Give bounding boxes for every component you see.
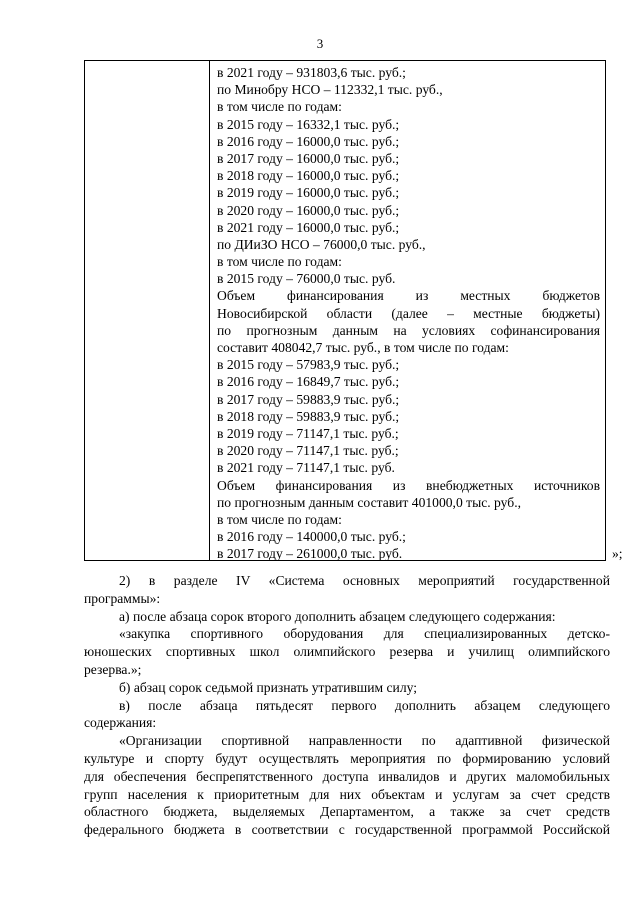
table-line: в 2016 году – 16849,7 тыс. руб.; <box>217 374 400 390</box>
table-line: в 2019 году – 71147,1 тыс. руб.; <box>217 425 399 441</box>
table-line: в 2017 году – 261000,0 тыс. руб. <box>217 546 403 562</box>
table-line: в 2015 году – 16332,1 тыс. руб.; <box>217 116 400 132</box>
table-line: по прогнозным данным на условиях софинансирования <box>217 322 600 338</box>
paragraph-line: программы»: <box>84 590 161 606</box>
financing-table-cell <box>217 64 600 562</box>
table-line: в 2018 году – 59883,9 тыс. руб.; <box>217 408 400 424</box>
paragraph-line: 2) в разделе IV «Система основных мероприятий государственной <box>119 573 610 588</box>
table-line: составит 408042,7 тыс. руб., в том числе по годам: <box>217 340 509 355</box>
table-line: по Минобру НСО – 112332,1 тыс. руб., <box>217 82 443 98</box>
paragraph-line: федерального бюджета в соответствии с государственной программой Российской <box>84 822 610 838</box>
page-number: 3 <box>316 36 324 51</box>
paragraph-line: групп населения к приоритетным для них объектам и услугам за счет средств <box>84 786 610 802</box>
table-line: в 2018 году – 16000,0 тыс. руб.; <box>217 168 400 184</box>
table-line: Новосибирской области (далее – местные бюджеты) <box>217 305 600 321</box>
table-line: в том числе по годам: <box>217 511 342 527</box>
paragraph-line: б) абзац сорок седьмой признать утратившим силу; <box>119 679 417 695</box>
table-line: в том числе по годам: <box>217 99 342 115</box>
paragraph-line: резерва.»; <box>84 661 142 677</box>
table-line: в 2017 году – 16000,0 тыс. руб.; <box>217 150 400 166</box>
table-line: по прогнозным данным составит 401000,0 тыс. руб., <box>217 494 522 510</box>
table-line: в 2020 году – 16000,0 тыс. руб.; <box>217 202 400 218</box>
paragraph-line: в) после абзаца пятьдесят первого дополнить абзацем следующего <box>119 697 610 713</box>
table-line: в 2016 году – 140000,0 тыс. руб.; <box>217 529 406 545</box>
paragraph-line: юношеских спортивных школ олимпийского резерва и училищ олимпийского <box>84 644 610 660</box>
table-line: по ДИиЗО НСО – 76000,0 тыс. руб., <box>217 236 426 252</box>
table-line: в 2021 году – 931803,6 тыс. руб.; <box>217 65 406 80</box>
table-line: в 2021 году – 16000,0 тыс. руб.; <box>217 219 400 235</box>
paragraph-line: содержания: <box>84 715 157 731</box>
table-line: в 2021 году – 71147,1 тыс. руб. <box>217 460 395 476</box>
table-line: в 2015 году – 57983,9 тыс. руб.; <box>217 357 400 373</box>
table-line: Объем финансирования из местных бюджетов <box>217 288 600 304</box>
financing-table <box>84 60 606 561</box>
table-line: Объем финансирования из внебюджетных источников <box>217 477 600 493</box>
paragraph-line: культуре и спорту будут осуществлять мероприятия по формированию условий <box>84 750 610 766</box>
table-line: в 2016 году – 16000,0 тыс. руб.; <box>217 133 400 149</box>
closing-quote: »; <box>612 546 623 561</box>
paragraph-line: для обеспечения беспрепятственного доступа инвалидов и других маломобильных <box>84 768 610 784</box>
table-line: в 2015 году – 76000,0 тыс. руб. <box>217 271 396 287</box>
paragraph-line: «закупка спортивного оборудования для специализированных детско- <box>119 626 610 642</box>
table-line: в 2019 году – 16000,0 тыс. руб.; <box>217 185 400 201</box>
table-column-divider <box>209 61 210 560</box>
paragraph-line: «Организации спортивной направленности по адаптивной физической <box>119 733 610 749</box>
table-line: в том числе по годам: <box>217 254 342 270</box>
amendment-text <box>84 572 610 839</box>
paragraph-line: областного бюджета, выделяемых Департаментом, а также за счет средств <box>84 804 610 820</box>
paragraph-line: а) после абзаца сорок второго дополнить абзацем следующего содержания: <box>119 608 556 624</box>
table-line: в 2020 году – 71147,1 тыс. руб.; <box>217 443 399 459</box>
table-line: в 2017 году – 59883,9 тыс. руб.; <box>217 391 400 407</box>
